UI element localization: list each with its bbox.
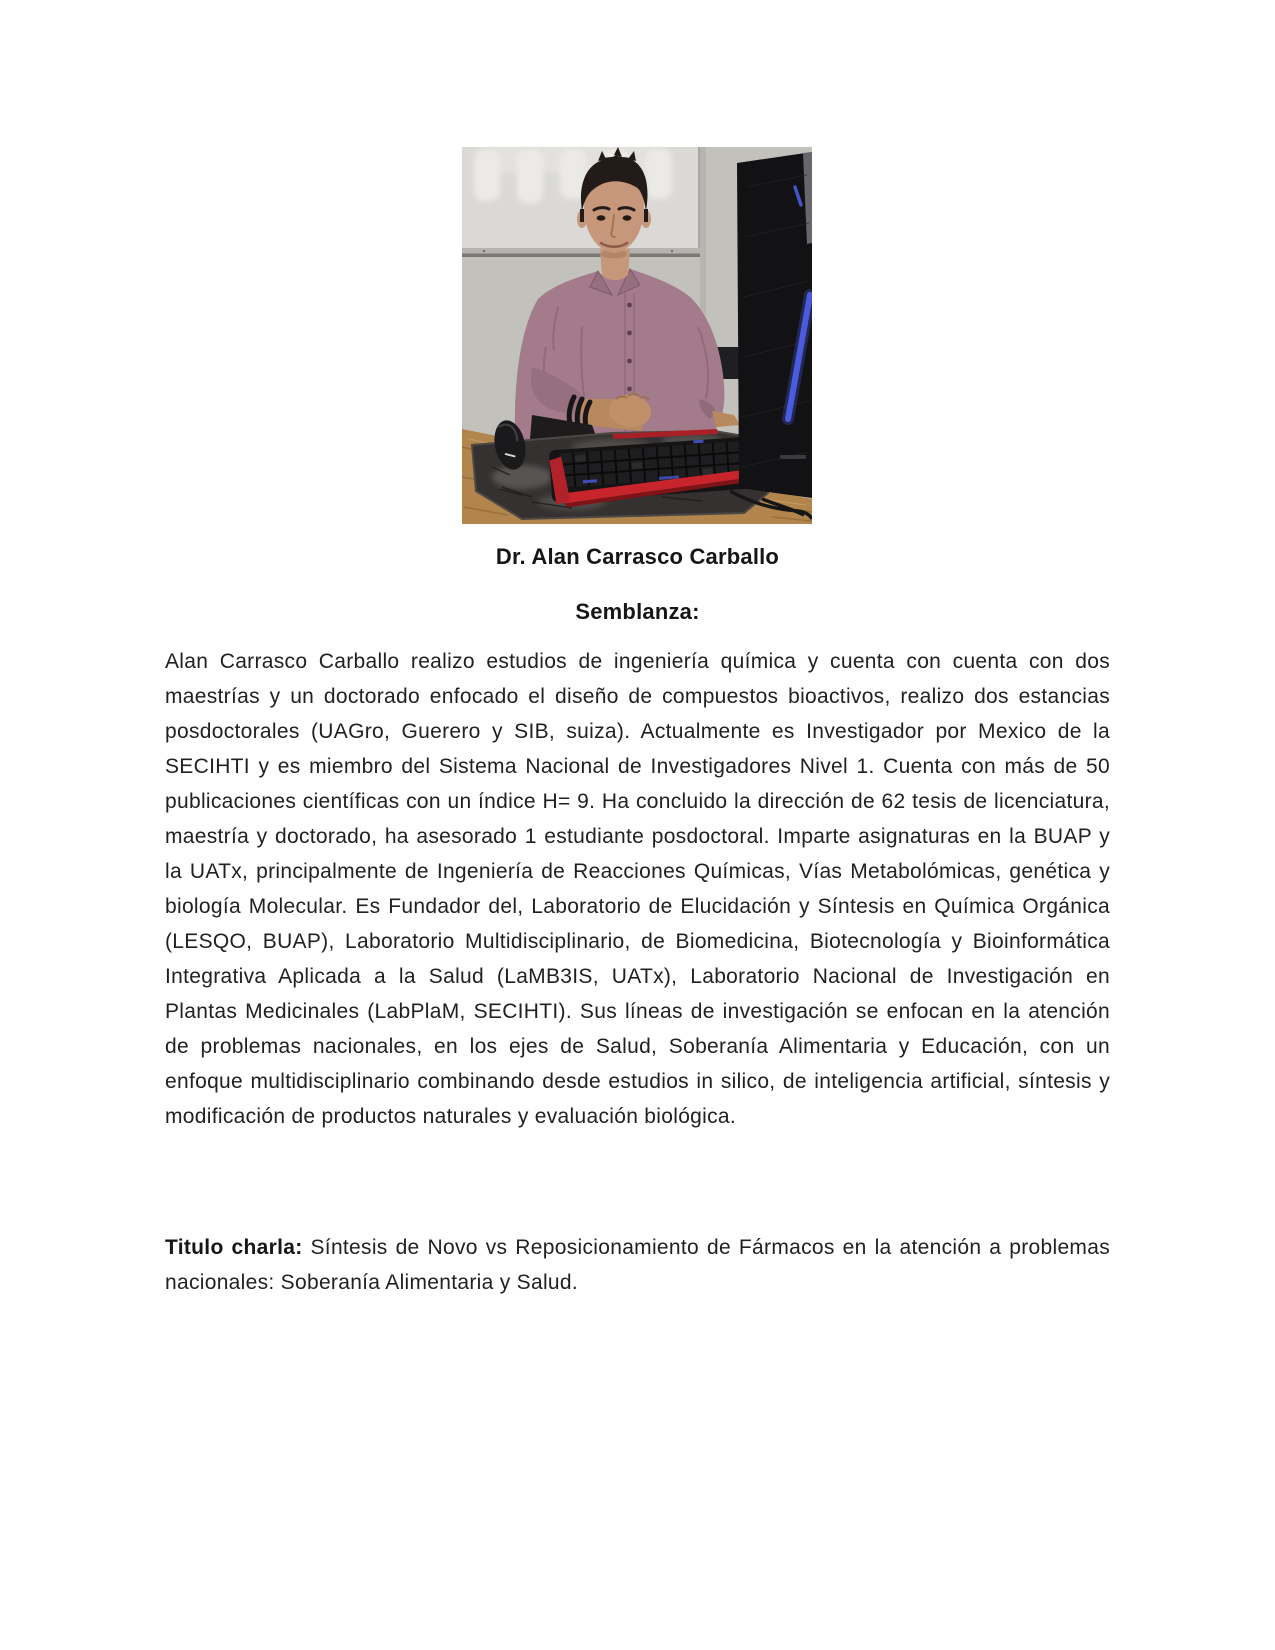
speaker-photo-illustration xyxy=(462,147,812,524)
speaker-photo xyxy=(462,147,812,524)
talk-label: Titulo charla: xyxy=(165,1236,303,1259)
monitor-logo-groove xyxy=(780,455,806,459)
talk-title-paragraph xyxy=(165,1230,1110,1300)
bio-paragraph: Alan Carrasco Carballo realizo estudios de ingeniería química y cuenta con cuenta con dos maestrías y un doctorado enfocado el diseño de compuestos bioactivos, realizo dos estancias posdoctorales (UAGro, Guerero y SIB, suiza). Actualmente es Investigador por Mexico de la SECIHTI y es miembro del Sistema Nacional de Investigadores Nivel 1. Cuenta con más de 50 publicaciones científicas con un índice H= 9. Ha concluido la dirección de 62 tesis de licenciatura, maestría y doctorado, ha asesorado 1 estudiante posdoctoral. Imparte asignaturas en la BUAP y la UATx, principalmente de Ingeniería de Reacciones Químicas, Vías Metabolómicas, genética y biología Molecular. Es Fundador del, Laboratorio de Elucidación y Síntesis en Química Orgánica (LESQO, BUAP), Laboratorio Multidisciplinario, de Biomedicina, Biotecnología y Bioinformática Integrativa Aplicada a la Salud (LaMB3IS, UATx), Laboratorio Nacional de Investigación en Plantas Medicinales (LabPlaM, SECIHTI). Sus líneas de investigación se enfocan en la atención de problemas nacionales, en los ejes de Salud, Soberanía Alimentaria y Educación, con un enfoque multidisciplinario combinando desde estudios in silico, de inteligencia artificial, síntesis y modificación de productos naturales y evaluación biológica. xyxy=(165,650,1110,1128)
right-eye xyxy=(623,215,632,220)
monitor xyxy=(737,152,812,498)
left-eye xyxy=(597,215,606,220)
talk-title: Síntesis de Novo vs Reposicionamiento de Fármacos en la atención a problemas nacionales: Soberanía Alimentaria y Salud. xyxy=(165,1236,1110,1294)
whiteboard-tray xyxy=(462,248,700,254)
speaker-name: Dr. Alan Carrasco Carballo xyxy=(495,544,780,569)
section-heading-semblanza: Semblanza: xyxy=(575,599,700,624)
whiteboard-tray-shadow xyxy=(462,254,700,258)
